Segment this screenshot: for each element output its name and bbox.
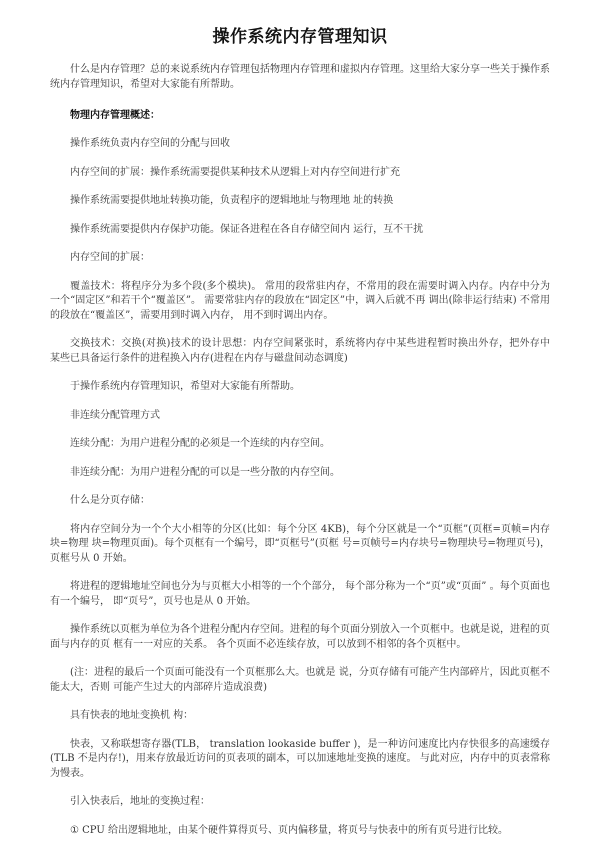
paragraph: 内存空间的扩展： xyxy=(70,252,150,263)
paragraph: 具有快表的地址变换机 构： xyxy=(70,710,194,721)
paragraph: 将进程的逻辑地址空间也分为与页框大小相等的一个个部分， 每个部分称为一个“页”或“页面” 。每个页面也有一个编号， 即“页号”，页号也是从 0 开始。 xyxy=(50,581,550,607)
section-heading: 物理内存管理概述： xyxy=(70,110,160,121)
paragraph: 连续分配：为用户进程分配的必须是一个连续的内存空间。 xyxy=(70,438,330,449)
paragraph: 将内存空间分为一个个大小相等的分区(比如：每个分区 4KB)，每个分区就是一个“页框”(页框=页帧=内存块=物理 块=物理页面)。每个页框有一个编号，即“页框号”(页框 号=页帧号=内存块号=物理块号=物理页号)，页框号从 0 开始。 xyxy=(50,523,550,564)
paragraph: 非连续分配：为用户进程分配的可以是一些分散的内存空间。 xyxy=(70,466,340,478)
paragraph: 非连续分配管理方式 xyxy=(70,409,160,421)
paragraph: 操作系统负责内存空间的分配与回收 xyxy=(70,138,230,149)
page-title: 操作系统内存管理知识 xyxy=(212,27,388,47)
paragraph: 快表，又称联想寄存器(TLB， translation lookaside buffer )，是一种访问速度比内存快很多的高速缓存(TLB 不是内存!)，用来存放最近访问的页表项的副本，可以加速地址变换的速度。 与此对应，内存中的页表常称为慢表。 xyxy=(50,738,550,779)
paragraph: 引入快表后，地址的变换过程： xyxy=(70,796,210,807)
paragraph: 什么是分页存储： xyxy=(70,495,150,506)
intro-paragraph: 什么是内存管理？总的来说系统内存管理包括物理内存管理和虚拟内存管理。这里给大家分享一些关于操作系统内存管理知识，希望对大家能有所帮助。 xyxy=(50,64,550,90)
paragraph: 操作系统以页框为单位为各个进程分配内存空间。进程的每个页面分别放入一个页框中。也就是说，进程的页面与内存的页 框有一一对应的关系。 各个页面不必连续存放，可以放到不相邻的各个页框中。 xyxy=(50,624,550,650)
paragraph: 操作系统需要提供内存保护功能。保证各进程在各自存储空间内 运行，互不干扰 xyxy=(70,223,424,235)
paragraph: (注：进程的最后一个页面可能没有一个页框那么大。也就是 说，分页存储有可能产生内部碎片，因此页框不能太大，否则 可能产生过大的内部碎片造成浪费) xyxy=(50,667,550,693)
paragraph: 覆盖技术：将程序分为多个段(多个模块)。 常用的段常驻内存，不常用的段在需要时调入内存。内存中分为一个“固定区”和若干个“覆盖区”。 需要常驻内存的段放在“固定区”中，调入后就不再 调出(除非运行结束) 不常用的段放在“覆盖区”，需要用到时调入内存， 用不到时调出内存。 xyxy=(50,280,550,321)
paragraph: 交换技术：交换(对换)技术的设计思想：内存空间紧张时，系统将内存中某些进程暂时换出外存，把外存中 某些已具备运行条件的进程换入内存(进程在内存与磁盘间动态调度) xyxy=(50,338,550,364)
paragraph: 操作系统需要提供地址转换功能，负责程序的逻辑地址与物理地 址的转换 xyxy=(70,195,394,206)
paragraph: 内存空间的扩展：操作系统需要提供某种技术从逻辑上对内存空间进行扩充 xyxy=(70,166,400,178)
paragraph: 于操作系统内存管理知识，希望对大家能有所帮助。 xyxy=(70,381,300,392)
paragraph: ① CPU 给出逻辑地址，由某个硬件算得页号、页内偏移量，将页号与快表中的所有页号进行比较。 xyxy=(70,824,508,836)
